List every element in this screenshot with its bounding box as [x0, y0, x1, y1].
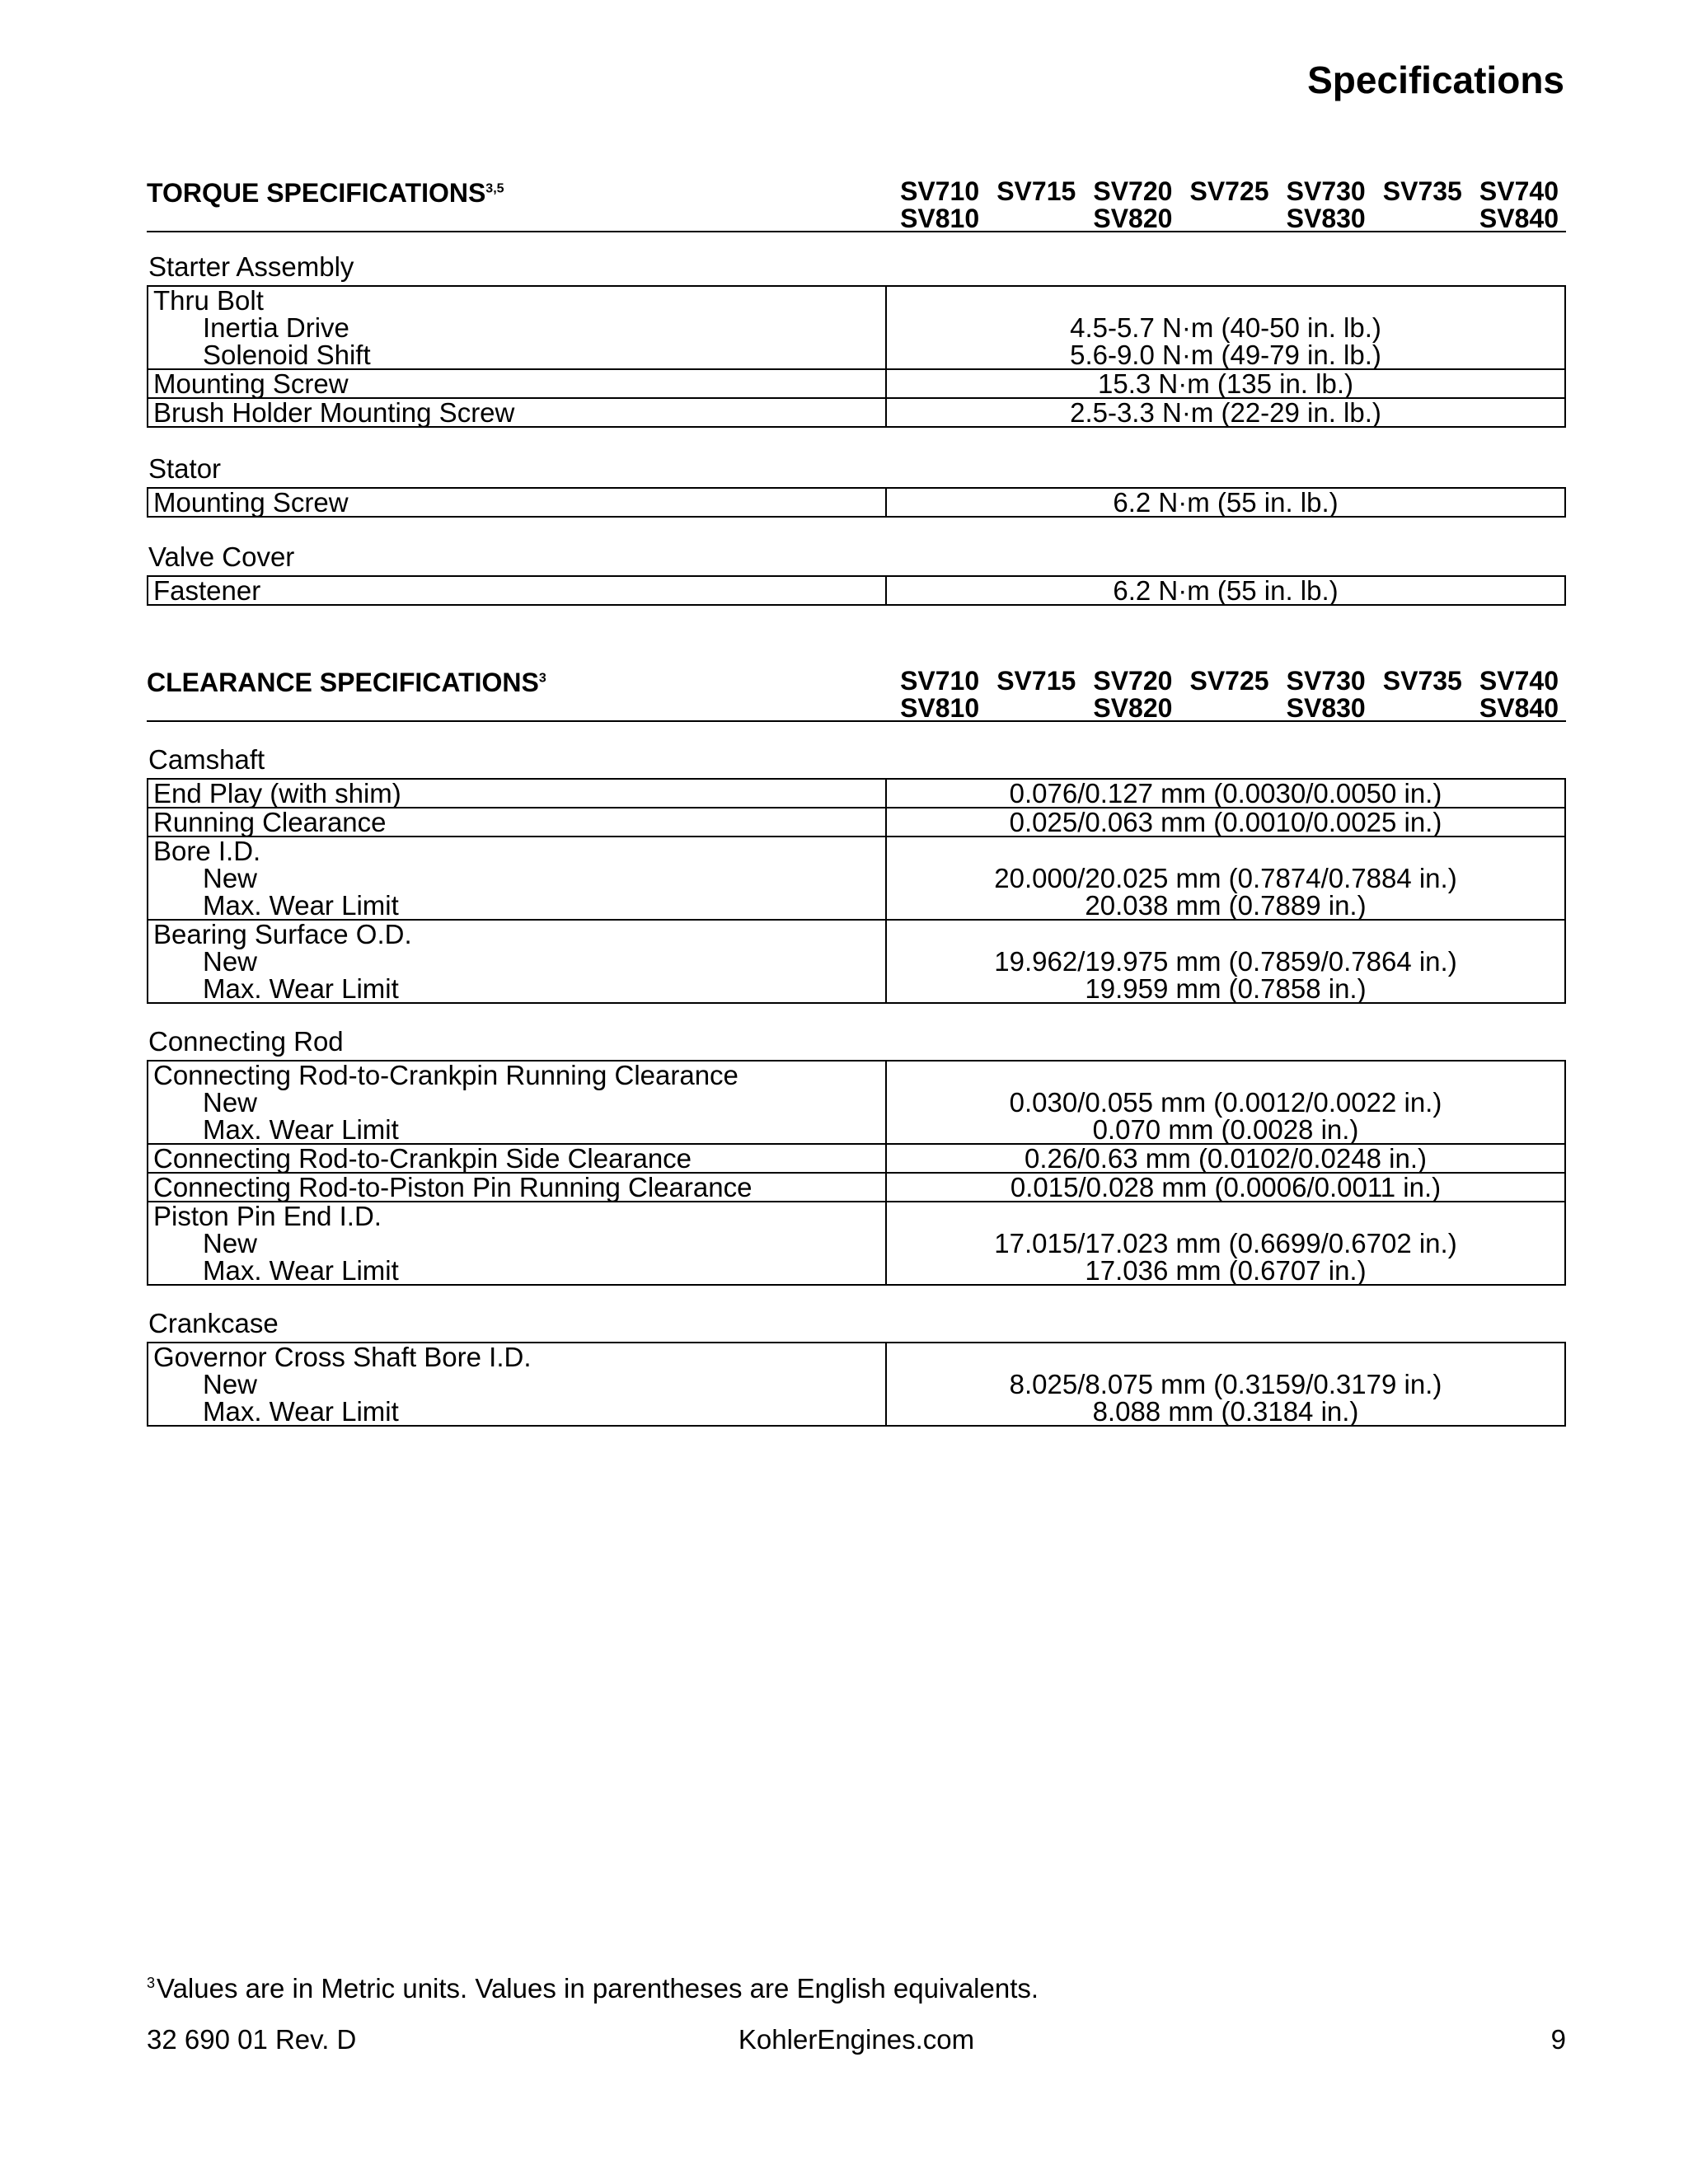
- spec-item: Running Clearance: [148, 808, 886, 837]
- spec-item: Mounting Screw: [148, 488, 886, 517]
- model-label: [1172, 695, 1268, 722]
- spec-item-label: Connecting Rod-to-Crankpin Running Clearance: [153, 1060, 738, 1090]
- spec-value-text: 19.959 mm (0.7858 in.): [1085, 973, 1367, 1004]
- table-row: [148, 369, 1565, 398]
- spec-value: 15.3 N·m (135 in. lb.): [886, 369, 1565, 398]
- spec-item: Connecting Rod-to-Crankpin Side Clearance: [148, 1144, 886, 1173]
- page-title: Specifications: [1307, 59, 1564, 101]
- spec-value-text: 19.962/19.975 mm (0.7859/0.7864 in.): [994, 946, 1457, 977]
- spec-value-text: 5.6-9.0 N·m (49-79 in. lb.): [1070, 340, 1381, 370]
- spec-item-label: Bearing Surface O.D.: [153, 919, 412, 949]
- clearance-footnote-ref: 3: [538, 671, 546, 686]
- crankcase-group: [147, 1305, 1566, 1427]
- spec-item: Brush Holder Mounting Screw: [148, 398, 886, 427]
- table-row: [148, 398, 1565, 427]
- torque-specifications-section: [147, 171, 1566, 606]
- spec-item: [148, 286, 886, 369]
- spec-value: [886, 837, 1565, 920]
- model-label: SV735: [1382, 176, 1462, 206]
- spec-item-label: Thru Bolt: [153, 285, 264, 316]
- model-label: SV740: [1479, 666, 1559, 696]
- spec-item: [148, 1061, 886, 1144]
- spec-subitem-label: Solenoid Shift: [203, 340, 371, 370]
- model-label: SV710: [900, 666, 980, 696]
- page-number: 9: [1550, 2024, 1566, 2055]
- spec-item: Connecting Rod-to-Piston Pin Running Clearance: [148, 1173, 886, 1202]
- spec-value-text: 8.025/8.075 mm (0.3159/0.3179 in.): [1009, 1369, 1442, 1399]
- model-label: SV725: [1189, 176, 1269, 206]
- spec-item-label: Piston Pin End I.D.: [153, 1201, 382, 1231]
- spec-subitem-label: Max. Wear Limit: [203, 1255, 399, 1286]
- valve-cover-group: [147, 539, 1566, 606]
- footnote-marker: 3: [147, 1975, 156, 1991]
- torque-footnote-ref: 3,5: [485, 181, 504, 196]
- table-row: [148, 779, 1565, 808]
- spec-item-label: Governor Cross Shaft Bore I.D.: [153, 1342, 532, 1372]
- website-link[interactable]: KohlerEngines.com: [738, 2024, 975, 2055]
- table-row: [148, 1144, 1565, 1173]
- doc-number: 32 690 01 Rev. D: [147, 2024, 357, 2055]
- spec-value: 6.2 N·m (55 in. lb.): [886, 488, 1565, 517]
- spec-value: 6.2 N·m (55 in. lb.): [886, 576, 1565, 605]
- spec-subitem-label: Max. Wear Limit: [203, 973, 399, 1004]
- model-label: SV730: [1286, 176, 1366, 206]
- model-label: [1366, 695, 1462, 722]
- spec-value-text: 8.088 mm (0.3184 in.): [1092, 1396, 1359, 1427]
- table-row: [148, 1061, 1565, 1144]
- table-row: [148, 837, 1565, 920]
- model-label: SV810: [900, 693, 980, 723]
- model-label: SV820: [1093, 204, 1173, 233]
- group-label-starter-assembly: Starter Assembly: [148, 251, 354, 282]
- model-label: SV710: [900, 176, 980, 206]
- group-label-crankcase: Crankcase: [148, 1308, 279, 1338]
- valve-cover-table: [147, 575, 1566, 606]
- spec-item: [148, 920, 886, 1003]
- model-label: SV720: [1093, 666, 1173, 696]
- spec-value-text: 17.015/17.023 mm (0.6699/0.6702 in.): [994, 1228, 1457, 1258]
- crankcase-table: [147, 1342, 1566, 1427]
- torque-section-title: TORQUE SPECIFICATIONS$^{3,5}$: [147, 178, 504, 208]
- table-row: [148, 920, 1565, 1003]
- spec-value: 0.26/0.63 mm (0.0102/0.0248 in.): [886, 1144, 1565, 1173]
- model-label: SV840: [1479, 204, 1559, 233]
- table-row: [148, 286, 1565, 369]
- spec-item: Fastener: [148, 576, 886, 605]
- table-row: [148, 1173, 1565, 1202]
- spec-value-text: 17.036 mm (0.6707 in.): [1085, 1255, 1367, 1286]
- clearance-section-title: CLEARANCE SPECIFICATIONS$^3$: [147, 668, 546, 697]
- model-label: SV830: [1286, 693, 1366, 723]
- spec-value-text: 0.030/0.055 mm (0.0012/0.0022 in.): [1009, 1087, 1442, 1118]
- clearance-specifications-section: [147, 661, 1566, 1427]
- spec-subitem-label: New: [203, 946, 258, 977]
- table-row: [148, 808, 1565, 837]
- spec-item: [148, 1202, 886, 1285]
- spec-value: [886, 1202, 1565, 1285]
- spec-subitem-label: Max. Wear Limit: [203, 1396, 399, 1427]
- model-label: SV720: [1093, 176, 1173, 206]
- spec-value: [886, 1061, 1565, 1144]
- model-label: SV830: [1286, 204, 1366, 233]
- model-label: SV740: [1479, 176, 1559, 206]
- spec-item: Mounting Screw: [148, 369, 886, 398]
- footnote-text: Values are in Metric units. Values in parentheses are English equivalents.: [157, 1973, 1039, 2004]
- table-row: [148, 488, 1565, 517]
- spec-item: [148, 837, 886, 920]
- spec-subitem-label: Max. Wear Limit: [203, 1114, 399, 1145]
- spec-value: 0.015/0.028 mm (0.0006/0.0011 in.): [886, 1173, 1565, 1202]
- connecting-rod-group: [147, 1024, 1566, 1286]
- starter-assembly-table: [147, 285, 1566, 428]
- group-label-camshaft: Camshaft: [148, 744, 265, 775]
- spec-value: 2.5-3.3 N·m (22-29 in. lb.): [886, 398, 1565, 427]
- clearance-section-header: [147, 661, 1566, 722]
- table-row: [148, 1202, 1565, 1285]
- table-row: [148, 1343, 1565, 1426]
- camshaft-group: [147, 742, 1566, 1004]
- spec-value: [886, 920, 1565, 1003]
- model-label: SV735: [1382, 666, 1462, 696]
- spec-value-text: 20.038 mm (0.7889 in.): [1085, 890, 1367, 921]
- model-label: [1366, 205, 1462, 232]
- model-label: SV715: [996, 176, 1076, 206]
- spec-value: [886, 286, 1565, 369]
- group-label-valve-cover: Valve Cover: [148, 541, 295, 572]
- group-label-stator: Stator: [148, 453, 222, 484]
- model-label: [979, 205, 1076, 232]
- table-row: [148, 576, 1565, 605]
- model-header-torque: [883, 178, 1559, 232]
- spec-subitem-label: Max. Wear Limit: [203, 890, 399, 921]
- model-header-clearance: [883, 668, 1559, 722]
- model-label: SV810: [900, 204, 980, 233]
- model-label: SV715: [996, 666, 1076, 696]
- model-label: SV725: [1189, 666, 1269, 696]
- spec-subitem-label: New: [203, 1087, 258, 1118]
- spec-subitem-label: New: [203, 1369, 258, 1399]
- model-label: [979, 695, 1076, 722]
- spec-subitem-label: New: [203, 1228, 258, 1258]
- camshaft-table: [147, 778, 1566, 1004]
- footnote: [147, 1973, 1039, 2004]
- spec-value-text: 4.5-5.7 N·m (40-50 in. lb.): [1070, 312, 1381, 343]
- spec-value-text: 0.070 mm (0.0028 in.): [1092, 1114, 1359, 1145]
- model-label: SV820: [1093, 693, 1173, 723]
- connecting-rod-table: [147, 1060, 1566, 1286]
- starter-assembly-group: [147, 249, 1566, 428]
- spec-subitem-label: Inertia Drive: [203, 312, 349, 343]
- stator-table: [147, 487, 1566, 518]
- spec-value: 0.076/0.127 mm (0.0030/0.0050 in.): [886, 779, 1565, 808]
- spec-item: [148, 1343, 886, 1426]
- group-label-connecting-rod: Connecting Rod: [148, 1026, 344, 1057]
- spec-item: End Play (with shim): [148, 779, 886, 808]
- model-label: SV730: [1286, 666, 1366, 696]
- spec-subitem-label: New: [203, 863, 258, 893]
- spec-value: [886, 1343, 1565, 1426]
- spec-value: 0.025/0.063 mm (0.0010/0.0025 in.): [886, 808, 1565, 837]
- model-label: SV840: [1479, 693, 1559, 723]
- spec-item-label: Bore I.D.: [153, 836, 261, 866]
- model-label: [1172, 205, 1268, 232]
- torque-section-header: [147, 171, 1566, 232]
- stator-group: [147, 451, 1566, 518]
- spec-value-text: 20.000/20.025 mm (0.7874/0.7884 in.): [994, 863, 1457, 893]
